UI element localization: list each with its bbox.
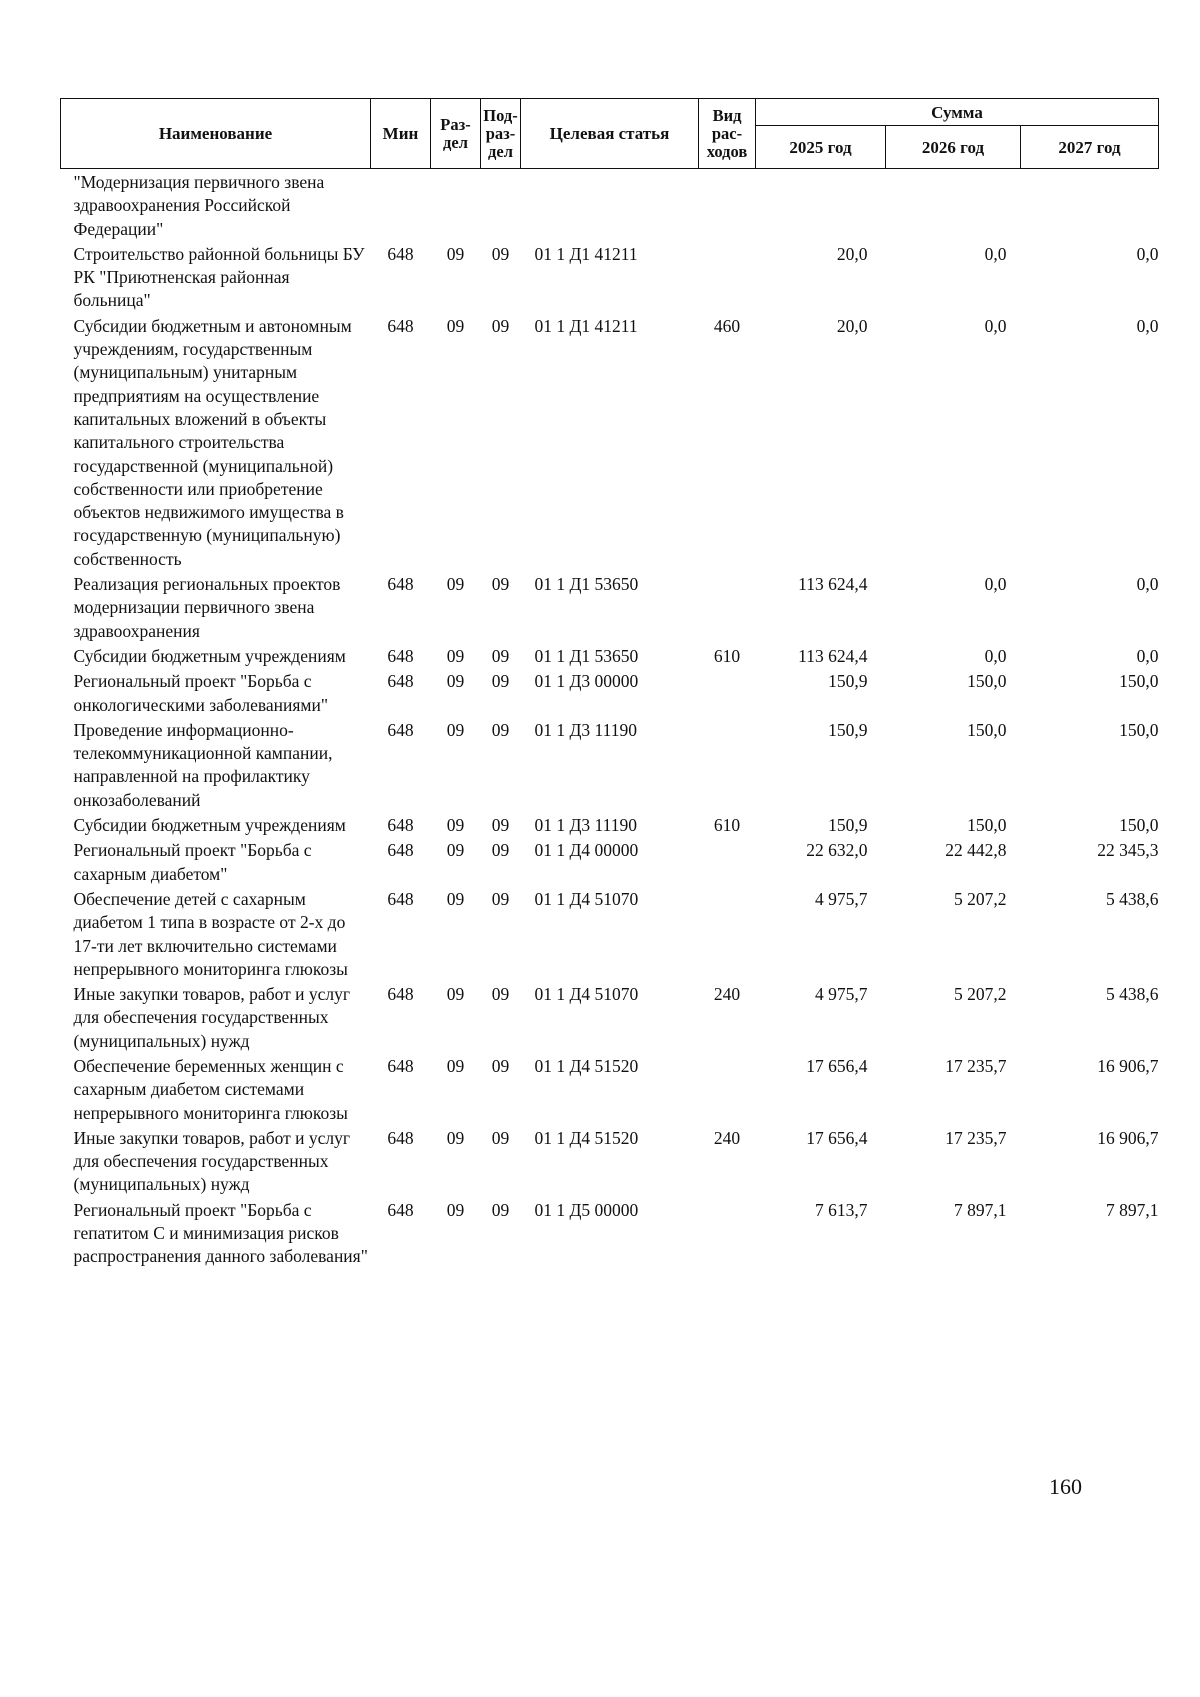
row-vid-rashodov — [699, 668, 756, 717]
table-row — [61, 886, 1159, 981]
row-min: 648 — [387, 243, 414, 264]
row-celevaya-statya: 01 1 Д1 53650 — [534, 645, 639, 666]
table-body — [61, 169, 1159, 1269]
header-razdel: Раз- дел — [431, 99, 481, 169]
row-sum-2027: 5 438,6 — [1106, 888, 1159, 909]
row-min: 648 — [387, 1127, 414, 1148]
table-row — [61, 717, 1159, 812]
header-y2026: 2026 год — [886, 126, 1021, 169]
row-sum-2025: 150,9 — [828, 719, 868, 740]
row-min: 648 — [387, 574, 414, 595]
row-name: Субсидии бюджетным учреждениям — [73, 645, 346, 666]
row-sum-2026: 17 235,7 — [945, 1127, 1007, 1148]
row-name: Строительство районной больницы БУ РК "Приютненская районная больница" — [73, 243, 365, 311]
row-celevaya-statya: 01 1 Д4 51520 — [534, 1127, 639, 1148]
table-row — [61, 241, 1159, 313]
table-row — [61, 1125, 1159, 1197]
budget-sheet — [60, 98, 1158, 1269]
header-summa: Сумма — [756, 99, 1159, 126]
row-podrazdel — [481, 169, 521, 241]
table-header — [61, 99, 1159, 169]
table-row — [61, 1053, 1159, 1125]
row-sum-2026: 7 897,1 — [954, 1199, 1007, 1220]
row-celevaya-statya — [521, 169, 699, 241]
row-sum-2025: 4 975,7 — [815, 984, 868, 1005]
row-vid-rashodov: 460 — [713, 315, 741, 336]
row-sum-2026: 150,0 — [967, 815, 1007, 836]
header-podrazdel: Под- раз- дел — [481, 99, 521, 169]
row-podrazdel: 09 — [491, 984, 510, 1005]
row-celevaya-statya: 01 1 Д4 51070 — [534, 984, 639, 1005]
row-sum-2026: 0,0 — [984, 243, 1007, 264]
row-sum-2026: 0,0 — [984, 574, 1007, 595]
row-vid-rashodov: 240 — [713, 984, 741, 1005]
row-razdel: 09 — [446, 840, 465, 861]
row-sum-2027: 0,0 — [1136, 315, 1159, 336]
header-y2027: 2027 год — [1021, 126, 1159, 169]
row-sum-2026: 0,0 — [984, 645, 1007, 666]
row-vid-rashodov: 610 — [713, 815, 741, 836]
row-vid-rashodov — [699, 571, 756, 643]
row-sum-2027: 0,0 — [1136, 574, 1159, 595]
row-min: 648 — [387, 645, 414, 666]
row-podrazdel: 09 — [491, 1055, 510, 1076]
row-name: Региональный проект "Борьба с сахарным диабетом" — [73, 840, 312, 884]
row-vid-rashodov: 610 — [713, 645, 741, 666]
row-celevaya-statya: 01 1 Д4 00000 — [534, 840, 639, 861]
row-podrazdel: 09 — [491, 315, 510, 336]
row-razdel: 09 — [446, 315, 465, 336]
row-razdel: 09 — [446, 243, 465, 264]
budget-table — [60, 98, 1159, 1269]
row-min: 648 — [387, 1199, 414, 1220]
row-min: 648 — [387, 840, 414, 861]
row-celevaya-statya: 01 1 Д4 51070 — [534, 888, 639, 909]
row-name: Субсидии бюджетным учреждениям — [73, 815, 346, 836]
row-min — [371, 169, 431, 241]
row-sum-2025: 20,0 — [836, 315, 868, 336]
row-vid-rashodov — [699, 241, 756, 313]
row-name: "Модернизация первичного звена здравоохранения Российской Федерации" — [73, 172, 325, 239]
row-sum-2027: 5 438,6 — [1106, 984, 1159, 1005]
row-name: Обеспечение беременных женщин с сахарным диабетом системами непрерывного мониторинга глюкозы — [73, 1055, 348, 1123]
row-sum-2027: 150,0 — [1119, 719, 1159, 740]
row-sum-2026: 22 442,8 — [945, 840, 1007, 861]
row-sum-2026: 17 235,7 — [945, 1055, 1007, 1076]
row-vid-rashodov — [699, 886, 756, 981]
table-row — [61, 643, 1159, 668]
table-row — [61, 1197, 1159, 1269]
row-name: Обеспечение детей с сахарным диабетом 1 типа в возрасте от 2-х до 17-ти лет включительно системами непрерывного мониторинга глюкозы — [73, 888, 348, 979]
table-row — [61, 169, 1159, 241]
header-celevaya: Целевая статья — [521, 99, 699, 169]
row-sum-2026: 150,0 — [967, 671, 1007, 692]
row-sum-2025: 22 632,0 — [806, 840, 868, 861]
row-sum-2027: 7 897,1 — [1106, 1199, 1159, 1220]
row-sum-2025: 4 975,7 — [815, 888, 868, 909]
table-row — [61, 668, 1159, 717]
row-sum-2025 — [756, 169, 886, 241]
row-vid-rashodov — [699, 837, 756, 886]
row-razdel: 09 — [446, 719, 465, 740]
header-vid: Вид рас- ходов — [699, 99, 756, 169]
header-min: Мин — [371, 99, 431, 169]
row-sum-2027: 0,0 — [1136, 243, 1159, 264]
row-sum-2027: 150,0 — [1119, 815, 1159, 836]
row-podrazdel: 09 — [491, 574, 510, 595]
page-number: 160 — [1049, 1474, 1082, 1499]
row-vid-rashodov — [699, 1197, 756, 1269]
row-sum-2027: 16 906,7 — [1097, 1055, 1159, 1076]
row-min: 648 — [387, 815, 414, 836]
row-sum-2027: 16 906,7 — [1097, 1127, 1159, 1148]
row-celevaya-statya: 01 1 Д5 00000 — [534, 1199, 639, 1220]
row-vid-rashodov — [699, 1053, 756, 1125]
row-celevaya-statya: 01 1 Д4 51520 — [534, 1055, 639, 1076]
row-sum-2025: 113 624,4 — [798, 645, 868, 666]
row-celevaya-statya: 01 1 Д1 41211 — [534, 315, 638, 336]
row-celevaya-statya: 01 1 Д3 11190 — [534, 815, 638, 836]
row-sum-2026: 150,0 — [967, 719, 1007, 740]
row-name: Субсидии бюджетным и автономным учреждениям, государственным (муниципальным) унитарным предприятиям на осуществление капитальных вложений в объекты капитального строительства государственной (муниципальной) собственности или приобретение объектов недвижимого имущества в государственную (муниципальную) собственность — [73, 315, 352, 569]
row-celevaya-statya: 01 1 Д1 53650 — [534, 574, 639, 595]
row-name: Проведение информационно-телекоммуникационной кампании, направленной на профилактику онкозаболеваний — [73, 719, 333, 810]
row-min: 648 — [387, 888, 414, 909]
row-podrazdel: 09 — [491, 243, 510, 264]
table-row — [61, 837, 1159, 886]
row-vid-rashodov — [699, 717, 756, 812]
row-sum-2027: 0,0 — [1136, 645, 1159, 666]
row-razdel: 09 — [446, 671, 465, 692]
row-min: 648 — [387, 315, 414, 336]
row-name: Региональный проект "Борьба с онкологическими заболеваниями" — [73, 671, 328, 715]
row-razdel: 09 — [446, 1199, 465, 1220]
row-min: 648 — [387, 984, 414, 1005]
row-sum-2027: 150,0 — [1119, 671, 1159, 692]
table-row — [61, 812, 1159, 837]
row-podrazdel: 09 — [491, 815, 510, 836]
row-podrazdel: 09 — [491, 1127, 510, 1148]
row-razdel: 09 — [446, 574, 465, 595]
row-razdel: 09 — [446, 888, 465, 909]
row-razdel: 09 — [446, 815, 465, 836]
row-name: Иные закупки товаров, работ и услуг для обеспечения государственных (муниципальных) нужд — [73, 1127, 351, 1195]
row-sum-2027: 22 345,3 — [1097, 840, 1159, 861]
row-celevaya-statya: 01 1 Д3 00000 — [534, 671, 639, 692]
row-sum-2025: 17 656,4 — [806, 1055, 868, 1076]
row-name: Иные закупки товаров, работ и услуг для обеспечения государственных (муниципальных) нужд — [73, 984, 351, 1051]
row-name: Региональный проект "Борьба с гепатитом С и минимизация рисков распространения данного заболевания" — [73, 1199, 368, 1267]
row-celevaya-statya: 01 1 Д1 41211 — [534, 243, 638, 264]
row-razdel: 09 — [446, 1055, 465, 1076]
table-row — [61, 571, 1159, 643]
row-min: 648 — [387, 1055, 414, 1076]
row-sum-2025: 17 656,4 — [806, 1127, 868, 1148]
row-sum-2025: 150,9 — [828, 671, 868, 692]
row-sum-2026: 5 207,2 — [954, 984, 1007, 1005]
row-vid-rashodov: 240 — [713, 1127, 741, 1148]
row-min: 648 — [387, 719, 414, 740]
header-name: Наименование — [61, 99, 371, 169]
row-razdel: 09 — [446, 1127, 465, 1148]
row-podrazdel: 09 — [491, 671, 510, 692]
row-razdel: 09 — [446, 984, 465, 1005]
row-min: 648 — [387, 671, 414, 692]
row-sum-2026: 5 207,2 — [954, 888, 1007, 909]
row-podrazdel: 09 — [491, 888, 510, 909]
row-sum-2027 — [1021, 169, 1159, 241]
row-podrazdel: 09 — [491, 719, 510, 740]
row-sum-2026: 0,0 — [984, 315, 1007, 336]
row-podrazdel: 09 — [491, 1199, 510, 1220]
row-sum-2026 — [886, 169, 1021, 241]
table-row — [61, 313, 1159, 571]
row-celevaya-statya: 01 1 Д3 11190 — [534, 719, 638, 740]
row-podrazdel: 09 — [491, 645, 510, 666]
header-y2025: 2025 год — [756, 126, 886, 169]
row-sum-2025: 20,0 — [836, 243, 868, 264]
row-sum-2025: 7 613,7 — [815, 1199, 868, 1220]
row-name: Реализация региональных проектов модернизации первичного звена здравоохранения — [73, 574, 341, 641]
row-podrazdel: 09 — [491, 840, 510, 861]
table-row — [61, 981, 1159, 1053]
row-sum-2025: 150,9 — [828, 815, 868, 836]
row-razdel: 09 — [446, 645, 465, 666]
row-sum-2025: 113 624,4 — [798, 574, 868, 595]
row-vid-rashodov — [699, 169, 756, 241]
row-razdel — [431, 169, 481, 241]
